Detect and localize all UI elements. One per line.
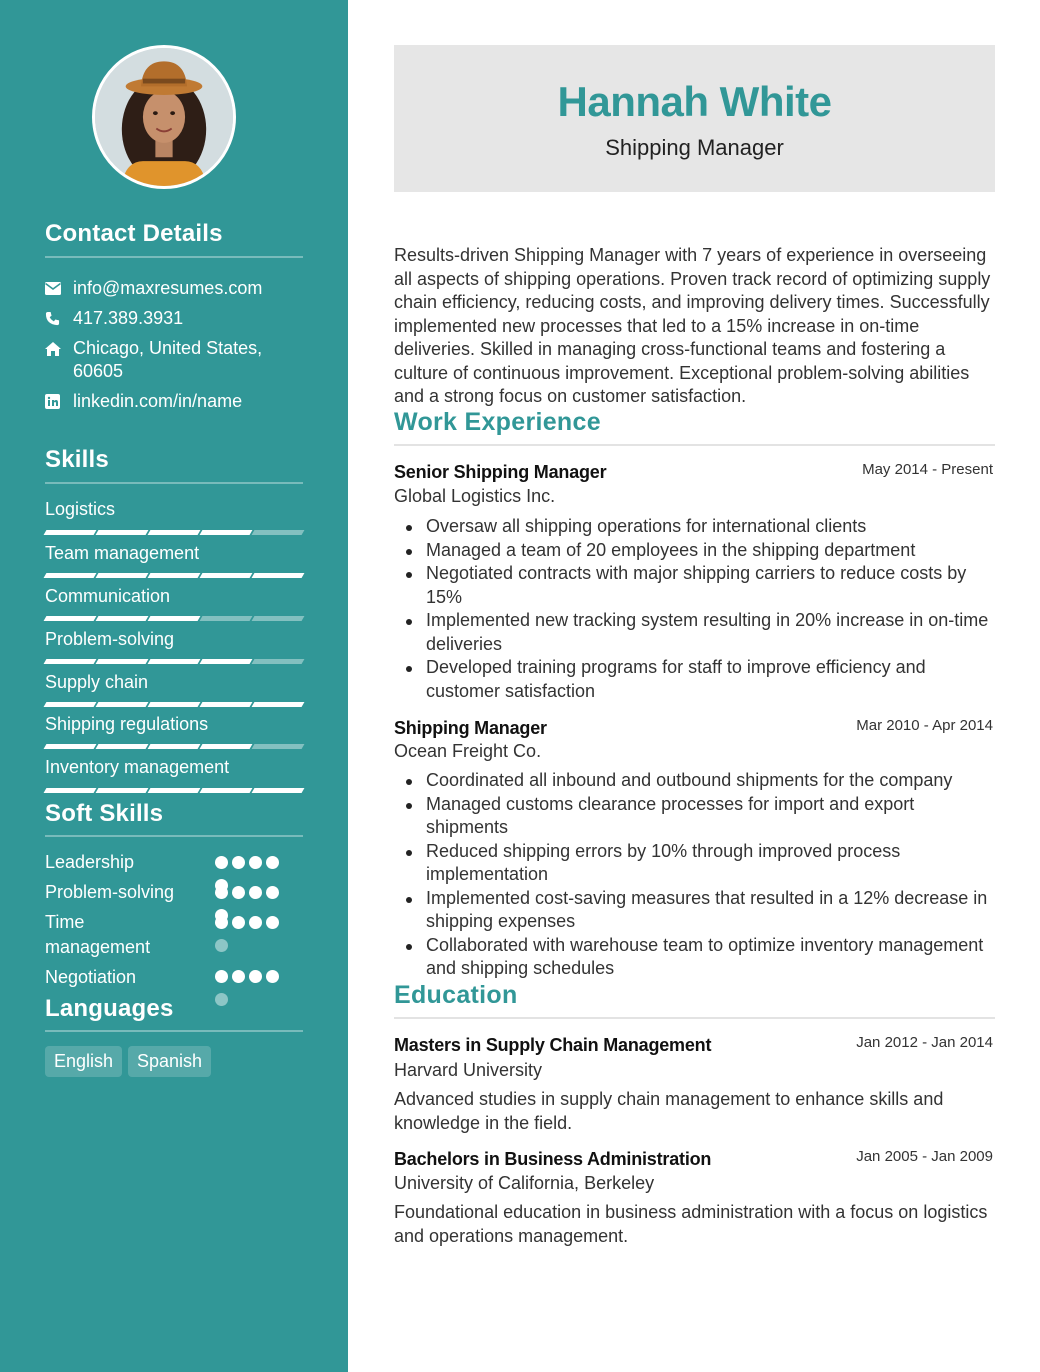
degree-title: Bachelors in Business Administration: [394, 1149, 712, 1169]
skill-name: Inventory management: [45, 757, 230, 777]
skill-segment: [200, 744, 253, 749]
degree-dates: Jan 2005 - Jan 2009: [856, 1148, 993, 1165]
job-bullets: [426, 769, 995, 981]
rating-dot: [215, 993, 228, 1006]
skill-segment: [96, 616, 149, 621]
rating-dot: [215, 886, 228, 899]
soft-skill-name: Time management: [45, 912, 151, 957]
bullet-item: Managed customs clearance processes for import and export shipments: [426, 793, 995, 840]
phone-icon: [45, 307, 73, 330]
bullet-item: Negotiated contracts with major shipping carriers to reduce costs by 15%: [426, 562, 995, 609]
job-title: Senior Shipping Manager: [394, 462, 607, 482]
skill-bar: [45, 788, 305, 793]
linkedin-text[interactable]: linkedin.com/in/name: [73, 391, 243, 411]
language-chip: Spanish: [128, 1046, 211, 1077]
degree-description: Advanced studies in supply chain management to enhance skills and knowledge in the field.: [394, 1089, 944, 1133]
skill-name: Supply chain: [45, 672, 149, 692]
skill-bar: [45, 744, 305, 749]
skill-segment: [96, 744, 149, 749]
job-company: Ocean Freight Co.: [394, 741, 542, 761]
rating-dot: [215, 856, 228, 869]
skill-segment: [148, 702, 201, 707]
skill-segment: [200, 616, 253, 621]
rating-dot: [232, 916, 245, 929]
work-heading: Work Experience: [394, 408, 601, 436]
skill-bar: [45, 530, 305, 535]
skill-segment: [96, 530, 149, 535]
skill-name: Shipping regulations: [45, 714, 209, 734]
sidebar: [0, 0, 348, 1372]
skill-segment: [44, 788, 97, 793]
soft-skills-heading: Soft Skills: [45, 800, 164, 827]
rating-dot: [249, 970, 262, 983]
skill-name: Communication: [45, 586, 171, 606]
bullet-item: Coordinated all inbound and outbound shipments for the company: [426, 769, 995, 793]
envelope-icon: [45, 277, 73, 300]
contact-email: [45, 277, 293, 300]
skill-segment: [200, 530, 253, 535]
education-heading: Education: [394, 981, 518, 1009]
skill-name: Logistics: [45, 499, 116, 519]
skill-bar: [45, 659, 305, 664]
skill-bar: [45, 573, 305, 578]
skill-segment: [148, 744, 201, 749]
phone-text[interactable]: 417.389.3931: [73, 308, 184, 328]
skill-segment: [96, 788, 149, 793]
header-box: [394, 45, 995, 192]
skill-segment: [252, 702, 305, 707]
skill-segment: [148, 530, 201, 535]
rating-dot: [266, 886, 279, 899]
soft-skill-dots: [215, 916, 290, 962]
job-company: Global Logistics Inc.: [394, 486, 556, 506]
skill-bar: [45, 702, 305, 707]
education-divider: [394, 1017, 995, 1019]
summary-text: Results-driven Shipping Manager with 7 years of experience in overseeing all aspects of shipping operations. Proven track record of optimizing supply chain efficiency, reducing costs, and improving delivery times. Successfully implemented new processes that led to a 15% increase in on-time deliveries. Skilled in managing cross-functional teams and fostering a culture of continuous improvement. Exceptional problem-solving abilities and a strong focus on customer satisfaction.: [394, 245, 991, 406]
skill-segment: [200, 702, 253, 707]
contact-address: [45, 337, 293, 383]
rating-dot: [215, 970, 228, 983]
language-chip: English: [45, 1046, 122, 1077]
bullet-item: Reduced shipping errors by 10% through improved process implementation: [426, 840, 995, 887]
bullet-item: Implemented cost-saving measures that resulted in a 12% decrease in shipping expenses: [426, 887, 995, 934]
school-name: Harvard University: [394, 1060, 543, 1080]
skill-name: Team management: [45, 543, 200, 563]
skill-segment: [44, 530, 97, 535]
candidate-title: Shipping Manager: [605, 135, 784, 160]
contact-linkedin: [45, 390, 293, 413]
rating-dot: [249, 856, 262, 869]
rating-dot: [249, 886, 262, 899]
job-dates: May 2014 - Present: [862, 461, 993, 478]
contact-heading: Contact Details: [45, 220, 223, 247]
skill-segment: [252, 573, 305, 578]
skill-segment: [200, 659, 253, 664]
skill-segment: [252, 616, 305, 621]
skill-segment: [96, 659, 149, 664]
job-title: Shipping Manager: [394, 718, 547, 738]
skill-segment: [148, 616, 201, 621]
soft-skill-name: Leadership: [45, 852, 135, 872]
rating-dot: [232, 886, 245, 899]
linkedin-icon: [45, 390, 73, 413]
skill-segment: [44, 659, 97, 664]
degree-dates: Jan 2012 - Jan 2014: [856, 1034, 993, 1051]
skill-segment: [148, 788, 201, 793]
address-text: Chicago, United States, 60605: [73, 338, 263, 381]
skill-segment: [148, 659, 201, 664]
degree-description: Foundational education in business administration with a focus on logistics and operations management.: [394, 1202, 988, 1246]
school-name: University of California, Berkeley: [394, 1173, 655, 1193]
job-bullets: [426, 515, 995, 703]
rating-dot: [249, 916, 262, 929]
bullet-item: Oversaw all shipping operations for international clients: [426, 515, 995, 539]
skill-segment: [96, 573, 149, 578]
skill-segment: [96, 702, 149, 707]
skill-segment: [44, 702, 97, 707]
skills-divider: [45, 482, 303, 484]
soft-skill-dots: [215, 970, 290, 1016]
skill-segment: [44, 573, 97, 578]
rating-dot: [215, 916, 228, 929]
languages-divider: [45, 1030, 303, 1032]
email-text[interactable]: info@maxresumes.com: [73, 278, 263, 298]
skill-segment: [148, 573, 201, 578]
soft-skill-name: Problem-solving: [45, 882, 175, 902]
skill-bar: [45, 616, 305, 621]
degree-title: Masters in Supply Chain Management: [394, 1035, 712, 1055]
bullet-item: Managed a team of 20 employees in the shipping department: [426, 539, 995, 563]
skill-name: Problem-solving: [45, 629, 175, 649]
skill-segment: [252, 788, 305, 793]
skill-segment: [200, 788, 253, 793]
candidate-name: Hannah White: [557, 78, 832, 125]
work-divider: [394, 444, 995, 446]
rating-dot: [232, 970, 245, 983]
skills-heading: Skills: [45, 446, 109, 473]
contact-divider: [45, 256, 303, 258]
rating-dot: [266, 916, 279, 929]
rating-dot: [215, 939, 228, 952]
soft-skills-divider: [45, 835, 303, 837]
rating-dot: [266, 970, 279, 983]
bullet-item: Collaborated with warehouse team to optimize inventory management and shipping schedules: [426, 934, 995, 981]
soft-skill-name: Negotiation: [45, 967, 137, 987]
skill-segment: [252, 530, 305, 535]
skill-segment: [252, 659, 305, 664]
skill-segment: [252, 744, 305, 749]
contact-phone: [45, 307, 293, 330]
skill-segment: [44, 744, 97, 749]
languages-heading: Languages: [45, 995, 174, 1022]
rating-dot: [266, 856, 279, 869]
rating-dot: [232, 856, 245, 869]
bullet-item: Implemented new tracking system resulting in 20% increase in on-time deliveries: [426, 609, 995, 656]
job-dates: Mar 2010 - Apr 2014: [856, 717, 993, 734]
skill-segment: [200, 573, 253, 578]
profile-photo: [92, 45, 236, 189]
skill-segment: [44, 616, 97, 621]
bullet-item: Developed training programs for staff to improve efficiency and customer satisfaction: [426, 656, 995, 703]
home-icon: [45, 337, 73, 360]
